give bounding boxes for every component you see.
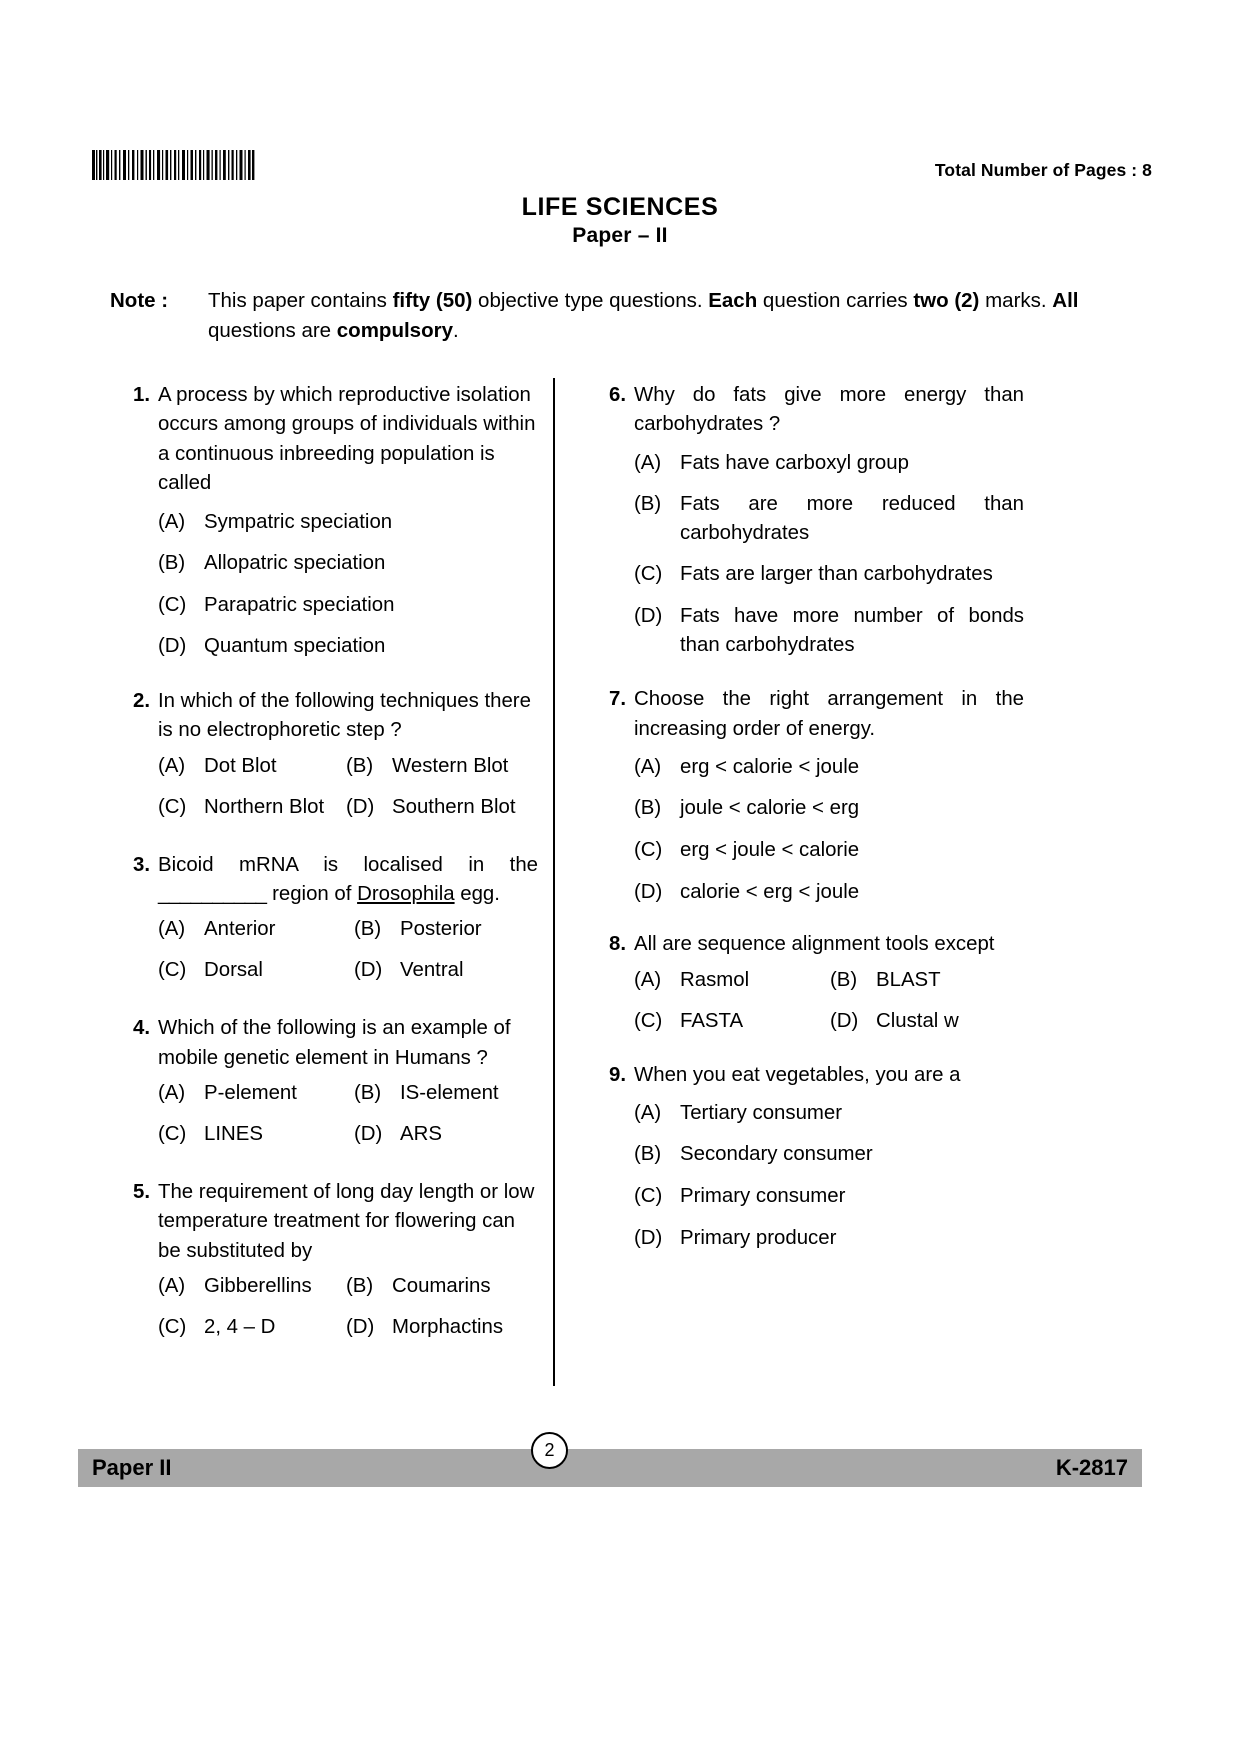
option-item[interactable]	[634, 449, 1024, 478]
question-item	[594, 685, 1024, 906]
option-value: Rasmol	[680, 968, 750, 991]
option-item[interactable]	[634, 490, 1024, 547]
option-value: Primary consumer	[680, 1185, 846, 1207]
option-value: Morphactins	[392, 1316, 504, 1339]
option-key: (D)	[158, 635, 187, 658]
option-value: ARS	[400, 1123, 442, 1145]
title-block	[0, 193, 1240, 249]
option-key: (C)	[634, 839, 663, 861]
option-value: FASTA	[680, 1009, 744, 1032]
question-header	[594, 930, 1024, 959]
option-key: (D)	[634, 880, 663, 903]
question-text: Choose the right arrangement in the increasing order of energy.	[634, 688, 1024, 740]
option-value: Fats have carboxyl group	[680, 451, 909, 474]
question-item	[118, 1178, 538, 1345]
option-item[interactable]	[634, 1182, 1024, 1211]
question-text: When you eat vegetables, you are a	[634, 1063, 961, 1086]
question-item	[118, 851, 538, 989]
page-footer	[78, 1449, 1142, 1487]
option-value: 2, 4 – D	[204, 1316, 276, 1339]
page-number: 2	[531, 1432, 568, 1469]
question-item	[594, 930, 1024, 1038]
option-value: IS-element	[400, 1082, 499, 1104]
option-value: LINES	[204, 1123, 263, 1145]
question-column-right	[594, 381, 1024, 1252]
option-value: Quantum speciation	[204, 635, 386, 658]
option-key: (B)	[634, 797, 662, 820]
option-item[interactable]	[634, 794, 1024, 823]
note-seg-2: objective type questions.	[472, 289, 709, 312]
option-item[interactable]	[634, 560, 1024, 589]
option-item[interactable]	[346, 755, 508, 778]
note-label: Note :	[110, 289, 169, 312]
option-item[interactable]	[634, 1140, 1024, 1169]
option-key: (C)	[158, 593, 187, 616]
option-value: Anterior	[204, 918, 276, 941]
note-bold-compulsory: compulsory	[336, 319, 453, 343]
question-number: 1.	[132, 384, 150, 406]
option-item[interactable]	[158, 755, 277, 778]
option-item[interactable]	[158, 796, 324, 819]
question-number: 6.	[608, 384, 626, 406]
column-divider	[553, 378, 555, 1386]
option-value: Coumarins	[392, 1275, 491, 1298]
barcode-icon	[92, 150, 257, 180]
option-key: (A)	[158, 510, 186, 533]
option-item[interactable]	[158, 1275, 312, 1298]
option-list	[594, 969, 1024, 1039]
option-value: erg < joule < calorie	[680, 839, 860, 861]
question-number: 7.	[608, 688, 626, 711]
option-value: Northern Blot	[204, 795, 325, 818]
option-value: Posterior	[400, 918, 482, 941]
option-key: (B)	[354, 1082, 382, 1104]
option-item[interactable]	[634, 753, 1024, 782]
option-row	[158, 1082, 538, 1111]
note-text	[208, 286, 1110, 346]
option-key: (A)	[634, 451, 662, 474]
option-item[interactable]	[158, 1082, 297, 1105]
option-list	[594, 1099, 1024, 1252]
option-item[interactable]	[634, 836, 1024, 865]
option-item[interactable]	[346, 1275, 491, 1298]
option-item[interactable]	[634, 1224, 1024, 1253]
option-row	[158, 1123, 538, 1152]
note-seg-1: This paper contains	[208, 289, 393, 312]
question-text: Why do fats give more energy than carbohydrates ?	[634, 384, 1024, 436]
option-value: Fats are larger than carbohydrates	[680, 563, 993, 586]
option-key: (A)	[158, 1275, 186, 1298]
option-item[interactable]	[634, 602, 1024, 659]
option-row	[158, 1316, 538, 1345]
question-number: 8.	[608, 933, 626, 956]
option-list	[118, 508, 538, 661]
option-key: (C)	[158, 1123, 187, 1145]
question-text: All are sequence alignment tools except	[634, 933, 995, 956]
option-key: (D)	[346, 795, 375, 818]
footer-code-label: K-2817	[1055, 1455, 1128, 1480]
option-row	[158, 755, 538, 784]
option-key: (B)	[634, 493, 662, 516]
option-item[interactable]	[158, 549, 538, 578]
question-number: 2.	[132, 689, 150, 712]
question-header	[594, 685, 1024, 744]
option-value: Fats have more number of bonds than carbohydrates	[680, 605, 1024, 656]
page-title: LIFE SCIENCES	[521, 193, 719, 221]
option-value: Gibberellins	[204, 1275, 312, 1298]
question-text: A process by which reproductive isolation occurs among groups of individuals within a continuous inbreeding population is called	[158, 384, 536, 495]
option-key: (D)	[830, 1009, 859, 1032]
option-key: (C)	[158, 795, 187, 818]
page-header	[92, 150, 1152, 190]
option-item[interactable]	[158, 1316, 275, 1339]
option-value: Dot Blot	[204, 754, 277, 777]
option-key: (C)	[634, 1009, 663, 1032]
option-item[interactable]	[158, 1123, 263, 1146]
option-value: Primary producer	[680, 1226, 837, 1249]
note-seg-3: question carries	[757, 289, 914, 312]
question-item	[118, 1014, 538, 1152]
option-item[interactable]	[354, 918, 482, 941]
option-item[interactable]	[158, 632, 538, 661]
option-value: Dorsal	[204, 959, 263, 982]
option-item[interactable]	[158, 591, 538, 620]
option-value: Western Blot	[392, 754, 509, 777]
question-item	[594, 1061, 1024, 1253]
option-item[interactable]	[830, 969, 941, 992]
option-key: (B)	[158, 552, 186, 575]
note-bold-all: All	[1052, 289, 1079, 312]
option-key: (A)	[634, 1101, 662, 1124]
note-seg-5: questions are	[208, 319, 337, 343]
option-row	[158, 796, 538, 825]
option-list	[118, 918, 538, 988]
option-item[interactable]	[634, 1010, 743, 1033]
option-key: (D)	[354, 1123, 383, 1145]
option-key: (A)	[158, 754, 186, 777]
option-row	[158, 918, 538, 947]
option-key: (B)	[830, 968, 858, 991]
question-header	[594, 1061, 1024, 1090]
question-header	[594, 381, 1024, 440]
option-key: (B)	[346, 1275, 374, 1298]
option-value: Clustal w	[876, 1009, 959, 1032]
option-item[interactable]	[354, 1123, 442, 1146]
option-item[interactable]	[158, 959, 263, 982]
option-item[interactable]	[158, 918, 275, 941]
question-number: 5.	[132, 1181, 150, 1203]
option-key: (C)	[634, 1185, 663, 1207]
question-text: In which of the following techniques there is no electrophoretic step ?	[158, 689, 531, 742]
option-key: (D)	[634, 605, 663, 627]
question-number: 9.	[608, 1063, 626, 1086]
option-value: Secondary consumer	[680, 1143, 873, 1166]
option-row	[634, 1010, 1024, 1039]
option-key: (B)	[346, 754, 374, 777]
option-key: (C)	[158, 959, 187, 982]
question-item	[118, 687, 538, 825]
option-item[interactable]	[158, 508, 538, 537]
question-header	[118, 687, 538, 746]
option-key: (C)	[158, 1316, 187, 1339]
option-item[interactable]	[346, 1316, 503, 1339]
option-key: (B)	[634, 1143, 662, 1166]
option-item[interactable]	[354, 959, 463, 982]
option-value: joule < calorie < erg	[680, 797, 860, 820]
option-key: (A)	[158, 918, 186, 941]
option-value: Ventral	[400, 959, 464, 982]
option-key: (A)	[158, 1082, 186, 1104]
note-bold-two: two (2)	[913, 289, 980, 312]
option-key: (D)	[354, 959, 383, 982]
question-text: Which of the following is an example of mobile genetic element in Humans ?	[158, 1017, 511, 1069]
option-key: (A)	[634, 968, 662, 991]
note-seg-4: marks.	[979, 289, 1053, 312]
option-item[interactable]	[634, 969, 749, 992]
option-row	[634, 969, 1024, 998]
footer-paper-label: Paper II	[92, 1455, 172, 1480]
question-header	[118, 1014, 538, 1073]
option-value: Parapatric speciation	[204, 593, 395, 616]
question-header	[118, 851, 538, 910]
option-item[interactable]	[634, 878, 1024, 907]
option-list	[118, 755, 538, 825]
note-block	[110, 286, 1110, 346]
option-value: Southern Blot	[392, 795, 516, 818]
option-value: Sympatric speciation	[204, 510, 393, 533]
question-column-left	[118, 381, 538, 1345]
question-item	[118, 381, 538, 661]
option-key: (D)	[346, 1316, 375, 1339]
option-key: (A)	[634, 755, 662, 778]
question-item	[594, 381, 1024, 659]
question-text: Bicoid mRNA is localised in the __________ region of Drosophila egg.	[158, 853, 538, 905]
question-header	[118, 381, 538, 499]
question-number: 4.	[132, 1017, 150, 1040]
note-seg-6: .	[452, 319, 459, 343]
option-row	[158, 1275, 538, 1304]
option-list	[594, 753, 1024, 906]
option-value: Fats are more reduced than carbohydrates	[680, 493, 1024, 544]
option-key: (C)	[634, 563, 663, 586]
option-item[interactable]	[354, 1082, 499, 1105]
note-bold-fifty: fifty (50)	[392, 289, 473, 312]
note-bold-each: Each	[708, 289, 758, 312]
option-item[interactable]	[634, 1099, 1024, 1128]
option-value: Allopatric speciation	[204, 552, 386, 575]
option-list	[118, 1275, 538, 1345]
option-item[interactable]	[830, 1010, 959, 1033]
paper-subtitle: Paper – II	[572, 224, 668, 247]
option-item[interactable]	[346, 796, 516, 819]
option-value: BLAST	[876, 968, 941, 991]
option-value: calorie < erg < joule	[680, 880, 860, 903]
option-key: (B)	[354, 918, 382, 941]
option-value: erg < calorie < joule	[680, 755, 860, 778]
option-value: Tertiary consumer	[680, 1101, 843, 1124]
option-key: (D)	[634, 1226, 663, 1249]
option-list	[118, 1082, 538, 1152]
option-list	[594, 449, 1024, 659]
option-row	[158, 959, 538, 988]
total-pages-label: Total Number of Pages : 8	[934, 160, 1152, 180]
question-text: The requirement of long day length or low temperature treatment for flowering can be substituted by	[158, 1181, 535, 1262]
option-value: P-element	[204, 1082, 297, 1104]
question-number: 3.	[132, 853, 150, 876]
question-header	[118, 1178, 538, 1266]
